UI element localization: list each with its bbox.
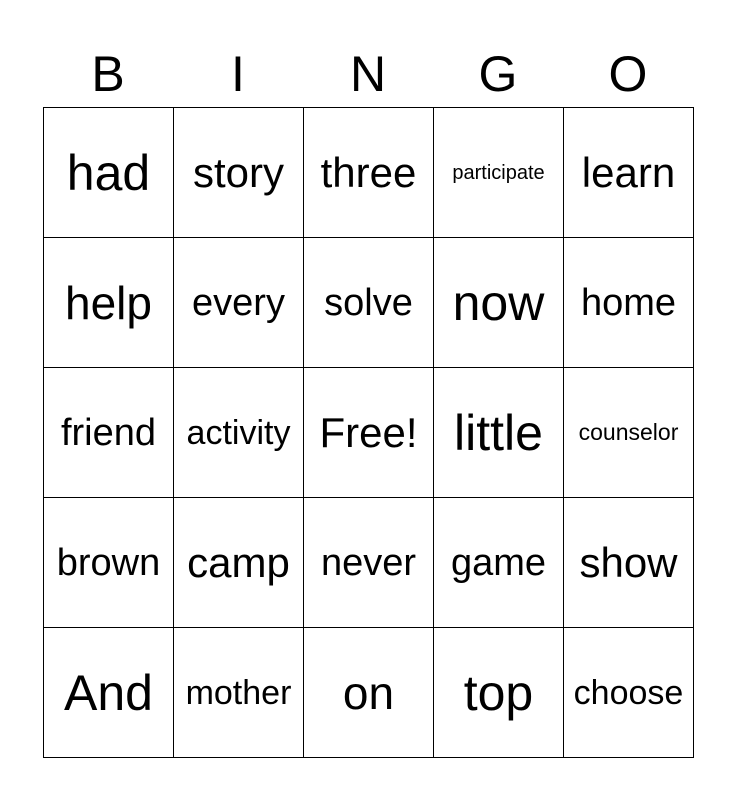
bingo-cell-r1-c2[interactable]: [174, 108, 304, 238]
bingo-cell-r2-c4[interactable]: [434, 238, 564, 368]
cell-word: solve: [324, 281, 413, 324]
bingo-cell-r4-c1[interactable]: [44, 498, 174, 628]
cell-word: show: [579, 538, 678, 586]
bingo-cell-r3-c2[interactable]: [174, 368, 304, 498]
cell-word: game: [450, 541, 547, 584]
bingo-cell-r3-c5[interactable]: [564, 368, 694, 498]
bingo-cell-r4-c5[interactable]: [564, 498, 694, 628]
cell-word: Free!: [319, 408, 418, 456]
cell-word: home: [580, 281, 677, 324]
cell-word: friend: [60, 411, 157, 454]
cell-word: little: [454, 404, 543, 461]
bingo-cell-r5-c1[interactable]: [44, 628, 174, 758]
bingo-cell-r4-c4[interactable]: [434, 498, 564, 628]
bingo-header: [43, 40, 693, 108]
bingo-cell-r5-c4[interactable]: [434, 628, 564, 758]
cell-word: learn: [581, 148, 676, 196]
bingo-cell-r4-c2[interactable]: [174, 498, 304, 628]
header-letter-i: I: [231, 46, 245, 102]
bingo-cell-r2-c2[interactable]: [174, 238, 304, 368]
bingo-cell-r1-c4[interactable]: [434, 108, 564, 238]
cell-word: activity: [186, 413, 291, 452]
header-letter-n: N: [349, 46, 387, 102]
cell-word: brown: [56, 541, 161, 584]
cell-word: camp: [187, 538, 290, 586]
bingo-cell-r5-c5[interactable]: [564, 628, 694, 758]
bingo-cell-r3-c3[interactable]: [304, 368, 434, 498]
bingo-cell-r1-c1[interactable]: [44, 108, 174, 238]
cell-word: choose: [573, 673, 684, 712]
cell-word: participate: [452, 161, 545, 184]
header-letter-o: O: [608, 46, 648, 102]
bingo-cell-r4-c3[interactable]: [304, 498, 434, 628]
cell-word: never: [320, 541, 417, 584]
cell-word: three: [320, 148, 417, 196]
cell-word: help: [65, 276, 152, 329]
bingo-cell-r1-c5[interactable]: [564, 108, 694, 238]
header-letter-b: B: [91, 46, 125, 102]
cell-word: had: [66, 144, 151, 201]
bingo-cell-r5-c2[interactable]: [174, 628, 304, 758]
cell-word: counselor: [578, 419, 679, 445]
bingo-cell-r5-c3[interactable]: [304, 628, 434, 758]
cell-word: And: [64, 664, 153, 721]
cell-word: on: [342, 666, 395, 719]
bingo-cell-r2-c3[interactable]: [304, 238, 434, 368]
cell-word: every: [192, 281, 285, 324]
bingo-cell-r2-c5[interactable]: [564, 238, 694, 368]
bingo-cell-r2-c1[interactable]: [44, 238, 174, 368]
cell-word: top: [463, 664, 534, 721]
header-letter-g: G: [478, 46, 518, 102]
bingo-grid: [43, 107, 694, 758]
cell-word: story: [192, 148, 284, 196]
cell-word: now: [452, 274, 545, 331]
cell-word: mother: [185, 673, 292, 712]
bingo-cell-r1-c3[interactable]: [304, 108, 434, 238]
bingo-cell-r3-c1[interactable]: [44, 368, 174, 498]
bingo-cell-r3-c4[interactable]: [434, 368, 564, 498]
